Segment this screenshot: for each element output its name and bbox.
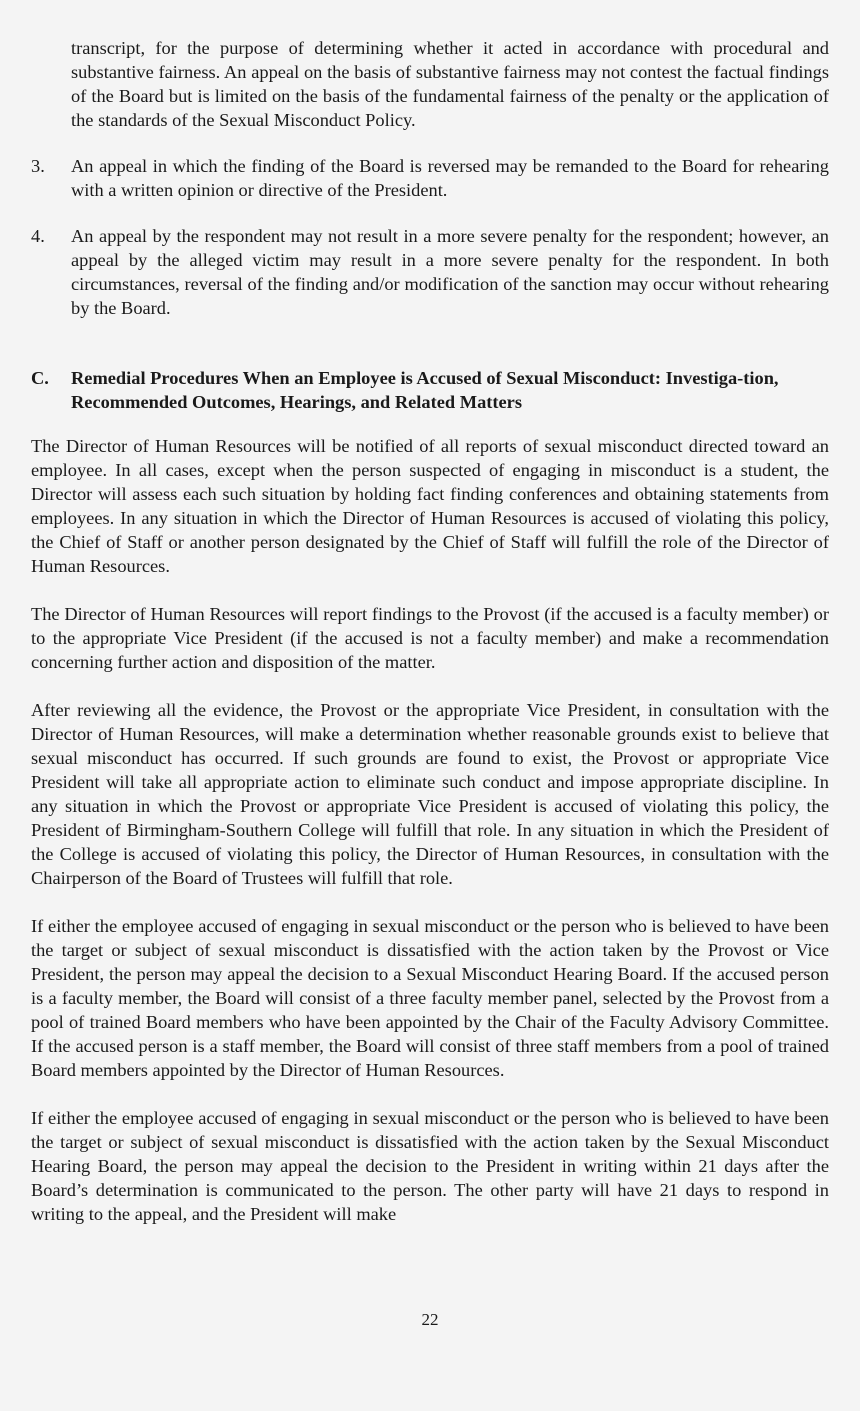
list-number: 3.: [31, 156, 45, 176]
section-title: Remedial Procedures When an Employee is Accused of Sexual Misconduct: Investiga-tion, Recommended Outcomes, Hearings, and Related Matters: [71, 368, 779, 412]
section-letter: C.: [31, 368, 49, 388]
list-item-4: [31, 224, 829, 320]
continuation-paragraph: transcript, for the purpose of determining whether it acted in accordance with procedural and substantive fairness. An appeal on the basis of substantive fairness may not contest the factual findings of the Board but is limited on the basis of the fundamental fairness of the penalty or the application of the standards of the Sexual Misconduct Policy.: [71, 38, 829, 130]
page-number: 22: [421, 1310, 439, 1329]
body-paragraph: The Director of Human Resources will be notified of all reports of sexual misconduct directed toward an employee. In all cases, except when the person suspected of engaging in misconduct is a student, the Director will assess each such situation by holding fact finding conferences and obtaining statements from employees. In any situation in which the Director of Human Resources is accused of violating this policy, the Chief of Staff or another person designated by the Chief of Staff will fulfill the role of the Director of Human Resources.: [31, 436, 829, 576]
section-heading: [31, 366, 829, 414]
list-text: An appeal by the respondent may not result in a more severe penalty for the respondent; however, an appeal by the alleged victim may result in a more severe penalty for the respondent. In both circumstances, reversal of the finding and/or modification of the sanction may occur without rehearing by the Board.: [71, 226, 829, 318]
body-paragraph: If either the employee accused of engaging in sexual misconduct or the person who is believed to have been the target or subject of sexual misconduct is dissatisfied with the action taken by the Sexual Misconduct Hearing Board, the person may appeal the decision to the President in writing within 21 days after the Board’s determination is communicated to the person. The other party will have 21 days to respond in writing to the appeal, and the President will make: [31, 1108, 829, 1224]
body-paragraph: If either the employee accused of engaging in sexual misconduct or the person who is believed to have been the target or subject of sexual misconduct is dissatisfied with the action taken by the Provost or Vice President, the person may appeal the decision to a Sexual Misconduct Hearing Board. If the accused person is a faculty member, the Board will consist of a three faculty member panel, selected by the Provost from a pool of trained Board members who have been appointed by the Chair of the Faculty Advisory Committee. If the accused person is a staff member, the Board will consist of three staff members from a pool of trained Board members appointed by the Director of Human Resources.: [31, 916, 829, 1080]
list-item-3: [31, 154, 829, 202]
document-page: [31, 36, 829, 1226]
list-number: 4.: [31, 226, 45, 246]
body-paragraph: The Director of Human Resources will report findings to the Provost (if the accused is a faculty member) or to the appropriate Vice President (if the accused is not a faculty member) and make a recommendation concerning further action and disposition of the matter.: [31, 604, 829, 672]
list-text: An appeal in which the finding of the Board is reversed may be remanded to the Board for rehearing with a written opinion or directive of the President.: [71, 156, 829, 200]
body-paragraph: After reviewing all the evidence, the Provost or the appropriate Vice President, in consultation with the Director of Human Resources, will make a determination whether reasonable grounds exist to believe that sexual misconduct has occurred. If such grounds are found to exist, the Provost or appropriate Vice President will take all appropriate action to eliminate such conduct and impose appropriate discipline. In any situation in which the Provost or appropriate Vice President is accused of violating this policy, the President of Birmingham-Southern College will fulfill that role. In any situation in which the President of the College is accused of violating this policy, the Director of Human Resources, in consultation with the Chairperson of the Board of Trustees will fulfill that role.: [31, 700, 829, 888]
